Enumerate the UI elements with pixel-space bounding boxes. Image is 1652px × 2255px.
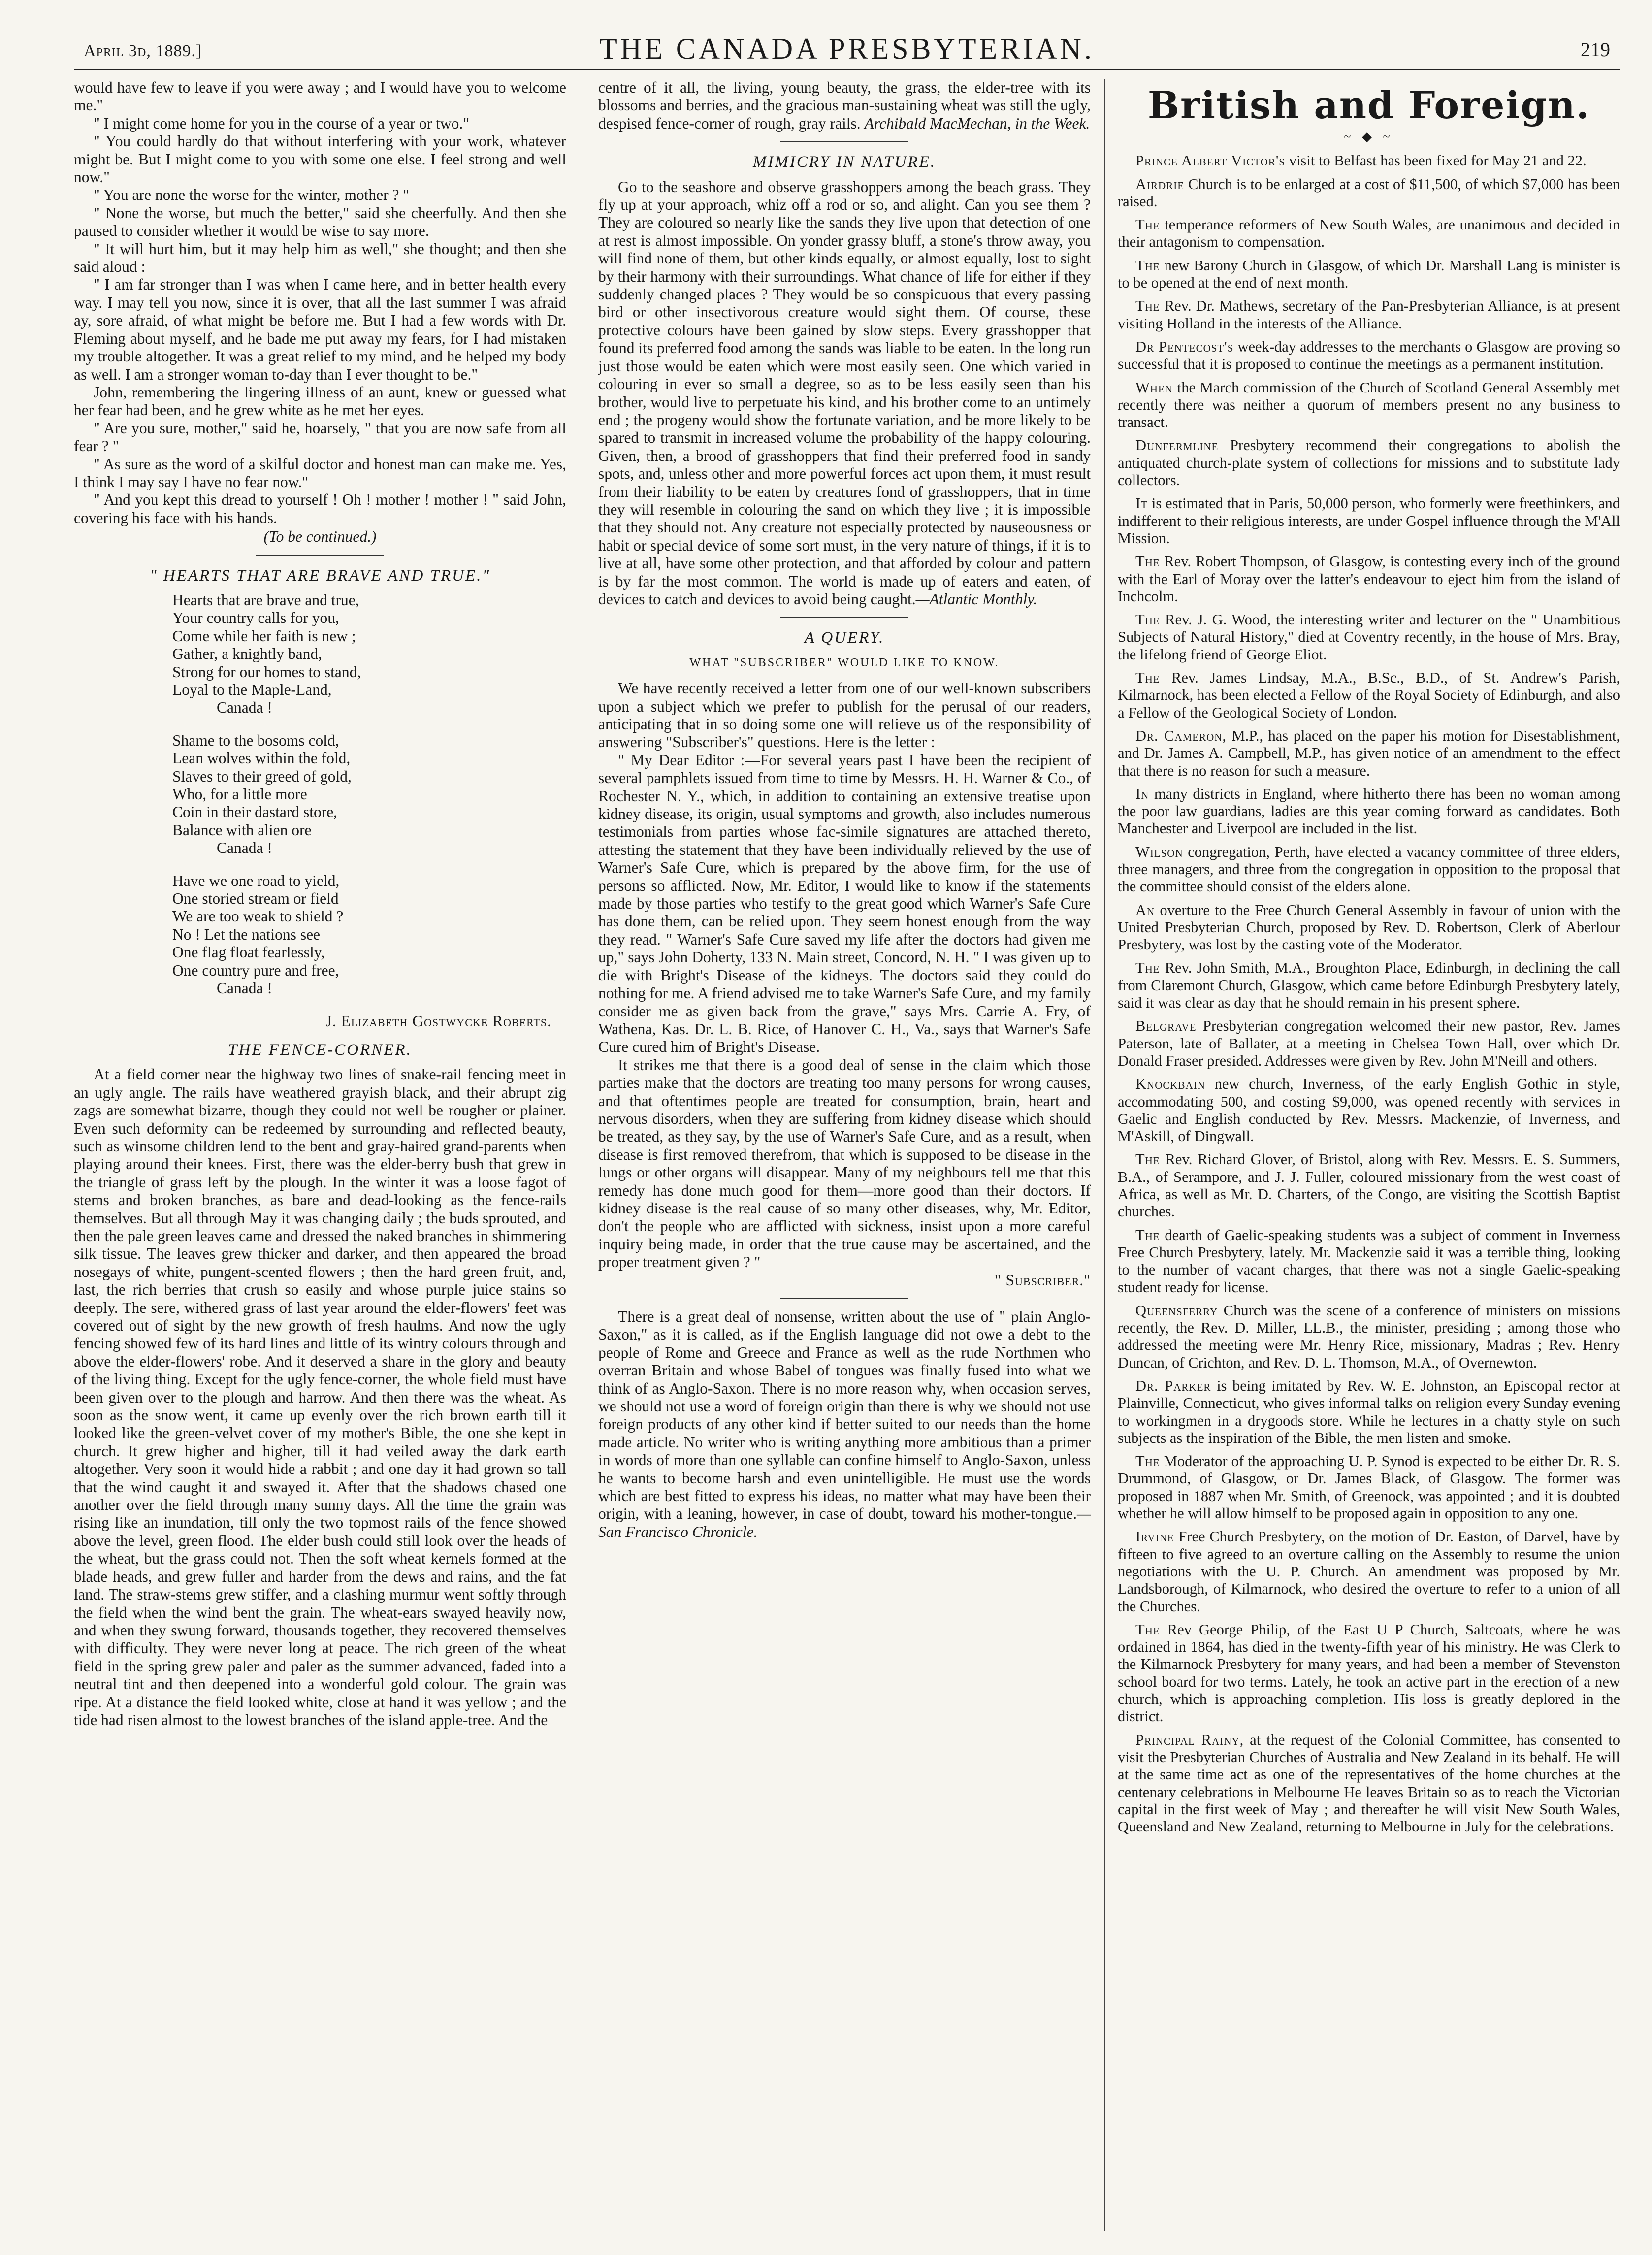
news-item <box>1118 727 1620 780</box>
news-item <box>1118 959 1620 1012</box>
poem-refrain: Canada ! <box>217 839 272 857</box>
poem-line: We are too weak to shield ? <box>172 908 344 925</box>
news-item-lead: Principal Rainy, <box>1135 1731 1244 1748</box>
mimicry-text: Go to the seashore and observe grasshoppers among the beach grass. They fly up at your approach, whiz off a rod or so, and alight. Can you see them ? They are coloured so nearly like the sands they live upon that detection of one at rest is almost impossible. On yonder grassy bluff, a stone's throw away, you will find none of them, but other kinds equally, or almost equally, lost to sight by their harmony with their surroundings. What chance of life for either if they suddenly changed places ? They would be so conspicuous that every passing bird or other insectivorous creature would sight them. Of course, these protective colours have been gained by slow steps. Every grasshopper that found its preferred food among the sands was liable to be eaten. In the long run just those would be eaten which were most easily seen. One which varied in colouring in ever so small a degree, so as to be less easily seen than his brother, would live to perpetuate his kind, and his brother come to an untimely end ; the progeny would show the fortunate variation, and be more likely to be spared to transmit in increased volume the probability of the happy colouring. Given, then, a brood of grasshoppers that find their preferred food in sandy spots, and, unless other and more powerful forces act upon them, it must result from their liability to be eaten by creatures fond of grasshoppers, that in time they will resemble in colouring the sand on which they live ; it is impossible that they should not. Any creature not especially protected by nauseousness or habit or special device of some sort must, in the very nature of things, if it is to live at all, have some other protection, and that afforded by colour and pattern is by far the most common. The world is made up of eaters and eaten, of devices to catch and devices to avoid being caught. <box>598 178 1091 608</box>
news-item-lead: Queensferry <box>1135 1302 1218 1319</box>
poem-line: Loyal to the Maple-Land, <box>172 681 332 698</box>
section-rule <box>780 617 908 618</box>
story-paragraph: " As sure as the word of a skilful doctor and honest man can make me. Yes, I think I may say I have no fear now." <box>74 455 566 490</box>
story-paragraph: " You are none the worse for the winter, mother ? " <box>94 186 410 204</box>
news-item <box>1118 1377 1620 1447</box>
poem-line: No ! Let the nations see <box>172 925 321 943</box>
news-item-lead: Dr. Parker <box>1135 1377 1211 1394</box>
news-item-text: Rev. Dr. Mathews, secretary of the Pan-Presbyterian Alliance, is at present visiting Holland in the interests of the Alliance. <box>1118 297 1620 332</box>
news-item <box>1118 338 1620 373</box>
news-item-text: Rev. Richard Glover, of Bristol, along with Rev. Messrs. E. S. Summers, B.A., of Serampore, and J. J. Fuller, coloured missionary from the west coast of Africa, as well as Mr. D. Charters, of the Congo, are visiting the Scottish Baptist churches. <box>1118 1151 1620 1220</box>
issue-date: April 3d, 1889.] <box>84 42 202 60</box>
news-item <box>1118 1621 1620 1726</box>
news-item-text: Free Church Presbytery, on the motion of Dr. Easton, of Darvel, have by fifteen to five agreed to an overture calling on the Assembly to resume the union negotiations with the U. P. Church. An amendment was proposed by Mr. Landsborough, of Kilmarnock, who desired the overture to refer to a union of all the Churches. <box>1118 1528 1620 1615</box>
query-signature: " Subscriber." <box>994 1271 1091 1289</box>
section-rule <box>780 1298 908 1299</box>
news-item <box>1118 553 1620 605</box>
anglo-saxon-source: —San Francisco Chronicle. <box>598 1505 1091 1540</box>
news-item-text: Rev. James Lindsay, M.A., B.Sc., B.D., of St. Andrew's Parish, Kilmarnock, has been elected a Fellow of the Royal Society of Edinburgh, and also a Fellow of the Geological Society of London. <box>1118 669 1620 721</box>
news-item-text: M.P., has placed on the paper his motion for Disestablishment, and Dr. James A. Campbell, M.P., has given notice of an amendment to the effect that there is no reason for such a measure. <box>1118 727 1620 779</box>
news-item-text: Church was the scene of a conference of ministers on missions recently, the Rev. D. Miller, LL.B., the minister, presiding ; among those who addressed the meeting were Mr. Henry Rice, missionary, Madras ; Rev. Henry Duncan, of Crichton, and Rev. D. L. Thomson, M.A., of Overnewton. <box>1118 1302 1620 1371</box>
news-item <box>1118 611 1620 663</box>
news-item-lead: An <box>1135 901 1155 918</box>
news-item <box>1118 1017 1620 1070</box>
header-rule <box>74 69 1620 70</box>
news-item <box>1118 176 1620 211</box>
news-item-lead: The <box>1135 553 1160 570</box>
news-item-text: congregation, Perth, have elected a vacancy committee of three elders, three managers, and three from the congregation in opposition to the proposal that the committee should consist of the elders alone. <box>1118 843 1620 895</box>
poem-refrain: Canada ! <box>217 980 272 997</box>
news-item <box>1118 437 1620 489</box>
story-continuation <box>74 79 566 546</box>
poem-refrain: Canada ! <box>217 699 272 717</box>
story-paragraph: " Are you sure, mother," said he, hoarsely, " that you are now safe from all fear ? " <box>74 419 566 455</box>
news-items-list <box>1118 152 1620 1835</box>
news-item-lead: The <box>1135 959 1160 977</box>
poem-author: J. Elizabeth Gostwycke Roberts. <box>325 1012 551 1030</box>
news-item-text: Presbytery recommend their congregations to abolish the antiquated church-plate system of collections for missions and to substitute lady collectors. <box>1118 437 1620 489</box>
news-item-lead: Airdrie <box>1135 175 1185 193</box>
column-divider-2 <box>1104 79 1105 2231</box>
news-item-text: Rev. Robert Thompson, of Glasgow, is contesting every inch of the ground with the Earl of Moray over the latter's endeavour to eject him from the island of Inchcolm. <box>1118 553 1620 605</box>
poem-stanza-1 <box>172 591 566 717</box>
news-item-text: Moderator of the approaching U. P. Synod is expected to be either Dr. R. S. Drummond, of Glasgow, or Dr. James Black, of Glasgow. The former was proposed in 1887 when Mr. Smith, of Greenock, was appointed ; and it is doubted whether he will allow himself to be proposed again in opposition to any one. <box>1118 1453 1620 1522</box>
news-item <box>1118 785 1620 838</box>
fence-corner-source: Archibald MacMechan, in the Week. <box>864 114 1090 132</box>
poem <box>172 591 566 998</box>
section-rule <box>780 141 908 142</box>
news-item-text: overture to the Free Church General Assembly in favour of union with the United Presbyterian Church, proposed by Rev. D. Robertson, Clerk of Aberlour Presbytery, was lost by the casting vote of the Moderator. <box>1118 901 1620 953</box>
fence-corner-paragraph: At a field corner near the highway two lines of snake-rail fencing meet in an ugly angle. The rails have weathered grayish black, and their abrupt zig zags are somewhat bizarre, though they could not well be rougher or plainer. Even such deformity can be redeemed by surrounding and reflected beauty, such as winsome children lend to the bent and gray-haired grand-parents when playing around their knees. First, there was the elder-berry bush that grew in the triangle of grass left by the plough. In the winter it was a loose fagot of stems and broken branches, as bare and dead-looking as the fence-rails themselves. But all through May it was changing daily ; the buds sprouted, and then the pale green leaves came and dressed the naked branches in shimmering silk tissue. The leaves grew thicker and darker, and then appeared the broad nosegays of white, pungent-scented flowers ; then the hard green fruit, and, last, the rich berries that crush so easily and whose purple juice stains so deeply. The sere, withered grass of last year around the elder-flowers' feet was covered out of sight by the new growth of fresh haulms. And now the ugly fencing showed few of its hard lines and little of its wintry colours through and above the elder-flowers' robe. And it deserved a share in the glory and beauty of the living thing. Except for the ugly fence-corner, the whole field must have been given over to the plough and harrow. And then there was the wheat. As soon as the snow went, it came up evenly over the rich brown earth till it looked like the green-velvet cover of my mother's Bible, the one she kept in church. It grew higher and higher, till it had veiled away the dark earth altogether. Very soon it would hide a rabbit ; and one day it had grown so tall that the wind caught it and swayed it. After that the shadows chased one another over the field through many sunny days. All the time the grain was rising like an inundation, till only the two topmost rails of the fence showed above the level, green flood. The elder bush could still look over the heads of the wheat, but the grass could not. Then the soft wheat kernels formed at the blade heads, and grew fuller and harder from the dews and rains, and the fat land. The straw-stems grew stiffer, and a clashing murmur went softly through the field when the wind bent the grain. The wheat-ears swayed heavily now, and when they swung forward, thousands together, they recovered themselves with difficulty. They were never long at peace. The rich green of the wheat field in the spring grew paler and paler as the summer advanced, faded into a neutral tint and then deepened into a wonderful gold colour. The grain was ripe. At a distance the field looked white, close at hand it was yellow ; and the tide had risen almost to the lowest branches of the island apple-tree. And the <box>74 1066 566 1729</box>
news-item-text: Church is to be enlarged at a cost of $11,500, of which $7,000 has been raised. <box>1118 175 1620 210</box>
news-item-text: at the request of the Colonial Committee, has consented to visit the Presbyterian Churches of Australia and New Zealand in its behalf. He will at the same time act as one of the representatives of the home churches at the centenary celebrations in Melbourne He leaves Britain so as to reach the Victorian capital in the first week of May ; and thereafter he will visit New South Wales, Queensland and New Zealand, returning to Melbourne in July for the celebrations. <box>1118 1731 1620 1835</box>
title-ornament: ~ ◆ ~ <box>1344 130 1394 144</box>
news-item <box>1118 1227 1620 1296</box>
poem-title: " HEARTS THAT ARE BRAVE AND TRUE." <box>149 566 491 585</box>
poem-line: Coin in their dastard store, <box>172 803 338 821</box>
news-item-lead: Irvine <box>1135 1528 1174 1545</box>
anglo-saxon-text: There is a great deal of nonsense, written about the use of " plain Anglo-Saxon," as it is called, as if the English language did not owe a debt to the people of Rome and Greece and France as well as the rude Northmen who overran Britain and whose Babel of tongues was finally fused into what we think of as Anglo-Saxon. There is no more reason why, when occasion serves, we should not use a word of foreign origin than there is why we should not use foreign products of any other kind if better suited to our needs than the home made article. No writer who is writing anything more ambitious than a primer in words of more than one syllable can confine himself to Anglo-Saxon, unless he wants to become harsh and even unintelligible. He must use the words which are best fitted to express his ideas, no matter what may have been their origin, with a leaning, however, in case of doubt, toward his mother-tongue. <box>598 1308 1091 1523</box>
poem-line: Who, for a little more <box>172 785 307 803</box>
poem-line: Strong for our homes to stand, <box>172 663 361 681</box>
news-item-lead: When <box>1135 379 1173 396</box>
poem-line: Come while her faith is new ; <box>172 627 356 645</box>
news-item <box>1118 1151 1620 1220</box>
story-paragraph: John, remembering the lingering illness of an aunt, knew or guessed what her fear had been, and he grew white as he met her eyes. <box>74 383 566 419</box>
story-paragraph: " It will hurt him, but it may help him as well," she thought; and then she said aloud : <box>74 240 566 276</box>
news-item <box>1118 1302 1620 1372</box>
poem-line: Have we one road to yield, <box>172 872 340 889</box>
news-item <box>1118 844 1620 896</box>
column-1 <box>74 79 566 2236</box>
query-paragraph: " My Dear Editor :—For several years past I have been the recipient of several pamphlets issued from time to time by Messrs. H. H. Warner & Co., of Rochester N. Y., which, in addition to containing an extensive treatise upon kidney disease, its origin, usual symptoms and growth, also includes numerous testimonials from parties whose fac-simile signatures are attached thereto, attesting the statement that they have been individually relieved by the use of Warner's Safe Cure, which is prepared by the above firm, for the use of persons so afflicted. Now, Mr. Editor, I would like to know if the statements made by those parties who testify to the great good which Warner's Safe Cure has done them, can be relied upon. They seem honest enough from the way they read. " Warner's Safe Cure saved my life after the doctors had given me up," says John Doherty, 133 N. Main street, Concord, N. H. " I was given up to die with Bright's Disease of the kidneys. The doctors said they could do nothing for me. A friend advised me to take Warner's Safe Cure, and my family consider me as given back from the grave," says Mrs. Carrie A. Fry, of Wathena, Kas. Dr. L. B. Rice, of Hanover C. H., Va., says that Warner's Safe Cure cured him of Bright's Disease. <box>598 751 1091 1056</box>
story-paragraph: " None the worse, but much the better," said she cheerfully. And then she paused to consider whether it would be wise to say more. <box>74 204 566 240</box>
news-item <box>1118 379 1620 431</box>
story-paragraph: " I might come home for you in the course of a year or two." <box>94 114 470 132</box>
news-item-lead: Prince Albert Victor's <box>1135 152 1286 169</box>
story-paragraph: would have few to leave if you were away ; and I would have you to welcome me." <box>74 79 566 114</box>
poem-line: Lean wolves within the fold, <box>172 750 351 767</box>
british-and-foreign-title: British and Foreign. <box>1147 83 1590 127</box>
poem-line: Balance with alien ore <box>172 821 312 839</box>
article-title-query: A QUERY. <box>804 629 885 647</box>
news-item <box>1118 152 1620 169</box>
news-item-lead: The <box>1135 1151 1160 1168</box>
poem-line: One country pure and free, <box>172 961 339 979</box>
article-title-mimicry: MIMICRY IN NATURE. <box>752 153 937 171</box>
news-item-lead: Dunfermline <box>1135 437 1219 454</box>
news-item-text: is estimated that in Paris, 50,000 person, who formerly were freethinkers, and indifferent to their religious interests, are under Gospel influence through the M'All Mission. <box>1118 495 1620 547</box>
newspaper-title: THE CANADA PRESBYTERIAN. <box>599 33 1095 65</box>
news-item <box>1118 495 1620 547</box>
news-item-lead: The <box>1135 1621 1160 1638</box>
anglo-saxon-paragraph <box>598 1308 1091 1541</box>
fence-corner-continuation <box>598 79 1091 132</box>
news-item-lead: It <box>1135 495 1148 512</box>
poem-line: Slaves to their greed of gold, <box>172 767 352 785</box>
news-item-lead: The <box>1135 1226 1160 1243</box>
mimicry-source: —Atlantic Monthly. <box>915 590 1037 608</box>
news-item-text: Rev. John Smith, M.A., Broughton Place, Edinburgh, in declining the call from Claremont Church, Glasgow, which came before Edinburgh Presbytery lately, said it was clear as day that he should remain in his present sphere. <box>1118 959 1620 1012</box>
news-item-lead: The <box>1135 216 1160 233</box>
page-number: 219 <box>1581 38 1610 61</box>
news-item-text: temperance reformers of New South Wales, are unanimous and decided in their antagonism to compensation. <box>1118 216 1620 251</box>
story-paragraph: " And you kept this dread to yourself ! Oh ! mother ! mother ! " said John, covering his face with his hands. <box>74 491 566 526</box>
news-item-text: new Barony Church in Glasgow, of which Dr. Marshall Lang is minister is to be opened at the end of next month. <box>1118 257 1620 292</box>
query-paragraph: We have recently received a letter from one of our well-known subscribers upon a subject which we prefer to publish for the perusal of our readers, anticipating that in so doing some one will relieve us of the responsibility of answering "Subscriber's" questions. Here is the letter : <box>598 680 1091 751</box>
poem-line: Shame to the bosoms cold, <box>172 731 339 749</box>
news-item <box>1118 257 1620 292</box>
news-item-lead: The <box>1135 669 1160 686</box>
to-be-continued: (To be continued.) <box>263 528 377 546</box>
article-title-fence-corner: THE FENCE-CORNER. <box>228 1041 412 1059</box>
poem-line: Hearts that are brave and true, <box>172 591 359 609</box>
query-paragraph: It strikes me that there is a good deal of sense in the claim which those parties make that the doctors are treating too many persons for wrong causes, and that oftentimes people are treated for consumption, brain, heart and nervous disorders, when they are suffering from kidney disease which should be treated, as they say, by the use of Warner's Safe Cure, and as a result, when disease is first removed therefrom, that which is supposed to be disease in the lungs or other organs will disappear. Many of my neighbours tell me that this remedy has done much good for them—more good than their doctors. If kidney disease is the real cause of so many other diseases, why, Mr. Editor, don't the people who are afflicted with sickness, insist upon a more careful inquiry being made, in order that the true cause may be ascertained, and the proper treatment given ? " <box>598 1056 1091 1271</box>
news-item-lead: Belgrave <box>1135 1017 1197 1035</box>
news-item <box>1118 1453 1620 1522</box>
mimicry-paragraph <box>598 178 1091 609</box>
news-item-lead: Knockbain <box>1135 1076 1205 1093</box>
news-item-lead: Dr Pentecost's <box>1135 338 1234 355</box>
poem-line: One storied stream or field <box>172 890 339 908</box>
poem-stanza-2 <box>172 732 566 857</box>
news-item-text: Presbyterian congregation welcomed their new pastor, Rev. James Paterson, late of Ballater, at a meeting in Chelsea Town Hall, over which Dr. Donald Fraser presided. Addresses were given by Rev. John M'Neill and others. <box>1118 1017 1620 1069</box>
news-item-lead: The <box>1135 257 1160 274</box>
news-item-text: Rev. J. G. Wood, the interesting writer and lecturer on the " Unambitious Subjects of Natural History," died at Coventry recently, in the house of Mrs. Bray, the lifelong friend of George Eliot. <box>1118 611 1620 663</box>
news-item-lead: The <box>1135 611 1160 628</box>
query-subtitle: WHAT "SUBSCRIBER" WOULD LIKE TO KNOW. <box>689 656 1000 669</box>
news-item-text: Rev George Philip, of the East U P Church, Saltcoats, where he was ordained in 1864, has died in the twenty-fifth year of his ministry. He was Clerk to the Kilmarnock Presbytery for many years, and had been a member of Stevenston school board for two terms. Lately, he took an active part in the erection of a new church, which is approaching completion. His loss is greatly deplored in the district. <box>1118 1621 1620 1725</box>
fence-corner-text: centre of it all, the living, young beauty, the grass, the elder-tree with its blossoms and berries, and the gracious man-sustaining wheat was still the ugly, despised fence-corner of rough, gray rails. <box>598 79 1091 132</box>
news-item <box>1118 1528 1620 1615</box>
page-header <box>74 27 1620 71</box>
poem-line: Gather, a knightly band, <box>172 645 323 663</box>
news-item-lead: Wilson <box>1135 843 1183 860</box>
news-item-lead: The <box>1135 297 1160 315</box>
news-item <box>1118 1076 1620 1145</box>
poem-line: Your country calls for you, <box>172 609 339 627</box>
column-3 <box>1118 79 1620 2236</box>
news-item-lead: In <box>1135 785 1149 802</box>
story-paragraph: " You could hardly do that without interfering with your work, whatever might be. But I might come to you with some one else. I feel strong and well now." <box>74 132 566 186</box>
news-item-text: many districts in England, where hitherto there has been no woman among the poor law guardians, ladies are this year coming forward as candidates. Both Manchester and Liverpool are included in the list. <box>1118 785 1620 837</box>
news-item-text: week-day addresses to the merchants o Glasgow are proving so successful that it is proposed to continue the meetings as a permanent institution. <box>1118 338 1620 373</box>
column-2 <box>598 79 1091 2236</box>
news-item <box>1118 216 1620 251</box>
poem-line: One flag float fearlessly, <box>172 944 325 961</box>
news-item-text: the March commission of the Church of Scotland General Assembly met recently there was neither a quorum of members present no any business to transact. <box>1118 379 1620 431</box>
news-item-text: is being imitated by Rev. W. E. Johnston, an Episcopal rector at Plainville, Connecticut, who gives informal talks on religion every Sunday evening to workingmen in a drygoods store. While he lectures in a chatty style on such subjects as the inspiration of the Bible, the men listen and smoke. <box>1118 1377 1620 1446</box>
poem-stanza-3 <box>172 872 566 998</box>
news-item-text: dearth of Gaelic-speaking students was a subject of comment in Inverness Free Church Presbytery, lately. Mr. Mackenzie said it was a terrible thing, looking to the number of vacant charges, that there was not a single Gaelic-speaking student ready for license. <box>1118 1226 1620 1296</box>
section-rule <box>256 555 384 556</box>
news-item <box>1118 902 1620 954</box>
news-item-text: new church, Inverness, of the early English Gothic in style, accommodating 500, and costing $9,000, was opened recently with services in Gaelic and English conducted by Rev. Messrs. Mackenzie, of Inverness, and M'Askill, of Dingwall. <box>1118 1076 1620 1145</box>
news-item <box>1118 669 1620 721</box>
news-item-lead: The <box>1135 1453 1160 1470</box>
news-item-lead: Dr. Cameron, <box>1135 727 1227 744</box>
story-paragraph: " I am far stronger than I was when I came here, and in better health every way. I may tell you now, since it is over, that all the last summer I was afraid ay, sore afraid, of what might be before me. But I had a few words with Dr. Fleming about myself, and he bade me put away my fears, for I had mistaken my trouble altogether. It was a great relief to my mind, and he helped my body as well. I am a stronger woman to-day than I ever thought to be." <box>74 276 566 383</box>
news-item <box>1118 297 1620 332</box>
news-item <box>1118 1732 1620 1836</box>
news-item-text: visit to Belfast has been fixed for May 21 and 22. <box>1285 152 1587 169</box>
